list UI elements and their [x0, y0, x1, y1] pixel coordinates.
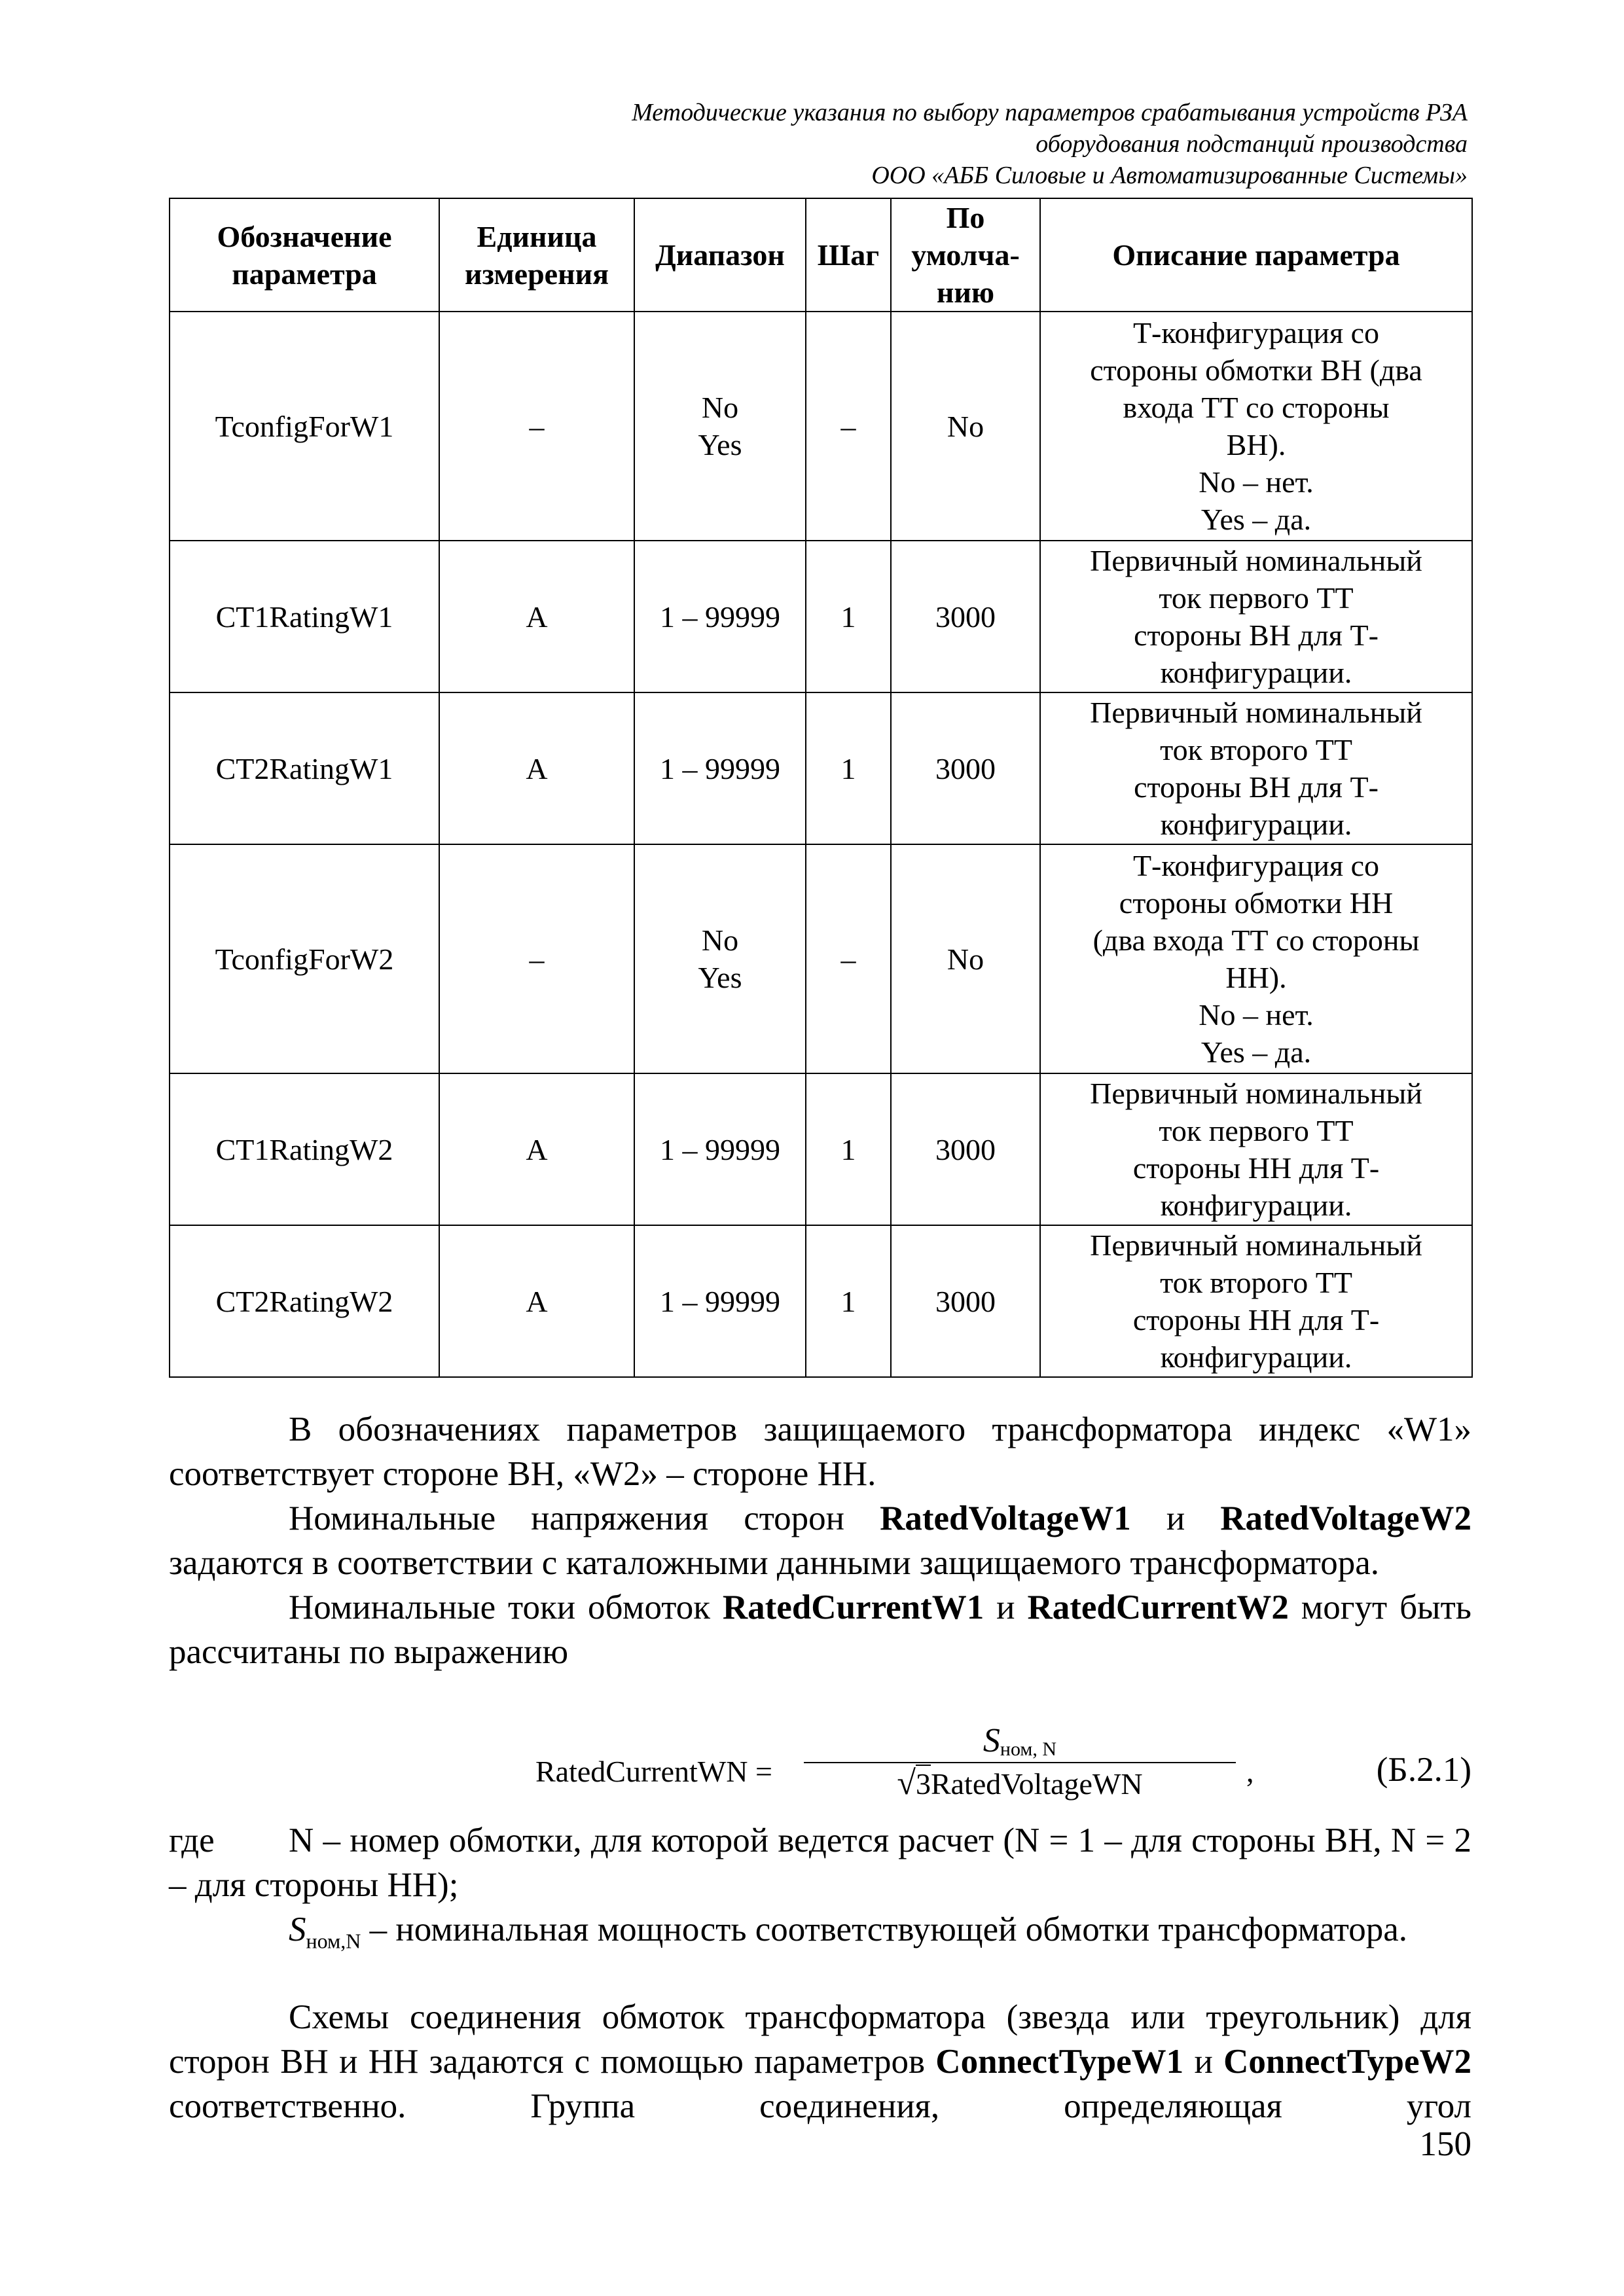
param-rated-current-w1: RatedCurrentW1: [722, 1588, 984, 1626]
formula-lhs: RatedCurrentWN =: [535, 1755, 772, 1788]
cell-range: 1 – 99999: [634, 1073, 806, 1225]
formula-b-2-1: [169, 1720, 1471, 1818]
cell-unit: A: [439, 1225, 634, 1377]
paragraph-index-note: В обозначениях параметров защищаемого трансформатора индекс «W1» соответствует стороне ВН, «W2» – стороне НН.: [169, 1410, 1471, 1493]
cell-range: 1 – 99999: [634, 692, 806, 844]
cell-range: 1 – 99999: [634, 1225, 806, 1377]
paragraph-rated-current: Номинальные токи обмоток RatedCurrentW1 и RatedCurrentW2 могут быть рассчитаны по выражению: [169, 1588, 1471, 1671]
formula-fraction: [797, 1720, 1242, 1804]
cell-name: TconfigForW1: [170, 312, 439, 541]
cell-unit: A: [439, 692, 634, 844]
cell-step: 1: [806, 1225, 891, 1377]
column-header-description: Описание параметра: [1040, 198, 1472, 312]
paragraph-rated-voltage: Номинальные напряжения сторон RatedVoltageW1 и RatedVoltageW2 задаются в соответствии с каталожными данными защищаемого трансформатора.: [169, 1499, 1471, 1582]
cell-step: –: [806, 844, 891, 1073]
param-rated-voltage-w2: RatedVoltageW2: [1220, 1499, 1471, 1537]
formula-number: (Б.2.1): [1376, 1751, 1471, 1789]
body-text-upper: [169, 1407, 1471, 1674]
table-row: [170, 844, 1472, 1073]
table-row: [170, 541, 1472, 692]
parameters-table: [169, 198, 1473, 1378]
cell-description: Т-конфигурация со стороны обмотки НН (два входа ТТ со стороны НН). No – нет. Yes – да.: [1040, 844, 1472, 1073]
cell-description: Первичный номинальный ток второго ТТ стороны НН для Т- конфигурации.: [1040, 1225, 1472, 1377]
cell-default: 3000: [891, 1225, 1040, 1377]
cell-description: Т-конфигурация со стороны обмотки ВН (два входа ТТ со стороны ВН). No – нет. Yes – да.: [1040, 312, 1472, 541]
formula-comma: ,: [1246, 1755, 1254, 1788]
cell-description: Первичный номинальный ток второго ТТ стороны ВН для Т- конфигурации.: [1040, 692, 1472, 844]
formula-numerator: $S_{ном, N}$: [983, 1722, 1057, 1760]
formula-denominator: √3RatedVoltageWN: [797, 1763, 1242, 1804]
column-header-unit: Единица измерения: [439, 198, 634, 312]
running-header: [511, 97, 1468, 191]
column-header-designation: Обозначение параметра: [170, 198, 439, 312]
header-line-2: оборудования подстанций производства: [1036, 130, 1468, 158]
header-line-3: ООО «АББ Силовые и Автоматизированные Системы»: [871, 162, 1468, 189]
sqrt-icon: √3: [897, 1765, 931, 1802]
cell-step: 1: [806, 1073, 891, 1225]
cell-step: 1: [806, 692, 891, 844]
param-rated-voltage-w1: RatedVoltageW1: [880, 1499, 1131, 1537]
cell-name: CT2RatingW1: [170, 692, 439, 844]
table-row: [170, 692, 1472, 844]
table-header-row: [170, 198, 1472, 312]
cell-unit: –: [439, 844, 634, 1073]
cell-step: –: [806, 312, 891, 541]
definition-n: где N – номер обмотки, для которой ведется расчет (N = 1 – для стороны ВН, N = 2 – для стороны НН);: [169, 1821, 1471, 1904]
paragraph-connect-type: Схемы соединения обмоток трансформатора (звезда или треугольник) для сторон ВН и НН задаются с помощью параметров ConnectTypeW1 и ConnectTypeW2 соответственно. Группа соединения, определяющая угол: [169, 1998, 1471, 2125]
table-row: [170, 1073, 1472, 1225]
cell-range: No Yes: [634, 844, 806, 1073]
column-header-range: Диапазон: [634, 198, 806, 312]
cell-default: 3000: [891, 692, 1040, 844]
cell-description: Первичный номинальный ток первого ТТ стороны ВН для Т- конфигурации.: [1040, 541, 1472, 692]
column-header-default: По умолча- нию: [891, 198, 1040, 312]
cell-name: TconfigForW2: [170, 844, 439, 1073]
column-header-step: Шаг: [806, 198, 891, 312]
table-row: [170, 1225, 1472, 1377]
table-row: [170, 312, 1472, 541]
cell-range: 1 – 99999: [634, 541, 806, 692]
cell-default: No: [891, 312, 1040, 541]
cell-unit: A: [439, 541, 634, 692]
param-connect-type-w2: ConnectTypeW2: [1223, 2043, 1471, 2081]
cell-default: 3000: [891, 541, 1040, 692]
header-line-1: Методические указания по выбору параметров срабатывания устройств РЗА: [632, 99, 1468, 126]
body-text-lower: [169, 1995, 1471, 2128]
cell-name: CT1RatingW1: [170, 541, 439, 692]
cell-name: CT1RatingW2: [170, 1073, 439, 1225]
param-rated-current-w2: RatedCurrentW2: [1027, 1588, 1289, 1626]
cell-default: No: [891, 844, 1040, 1073]
definitions-block: [169, 1818, 1471, 1964]
definition-s-nom: $S_{ном,N}$ – номинальная мощность соответствующей обмотки трансформатора.: [289, 1910, 1408, 1953]
cell-default: 3000: [891, 1073, 1040, 1225]
cell-description: Первичный номинальный ток первого ТТ стороны НН для Т- конфигурации.: [1040, 1073, 1472, 1225]
cell-name: CT2RatingW2: [170, 1225, 439, 1377]
cell-step: 1: [806, 541, 891, 692]
page-number: 150: [1419, 2125, 1471, 2163]
param-connect-type-w1: ConnectTypeW1: [935, 2043, 1184, 2081]
cell-unit: A: [439, 1073, 634, 1225]
cell-unit: –: [439, 312, 634, 541]
cell-range: No Yes: [634, 312, 806, 541]
